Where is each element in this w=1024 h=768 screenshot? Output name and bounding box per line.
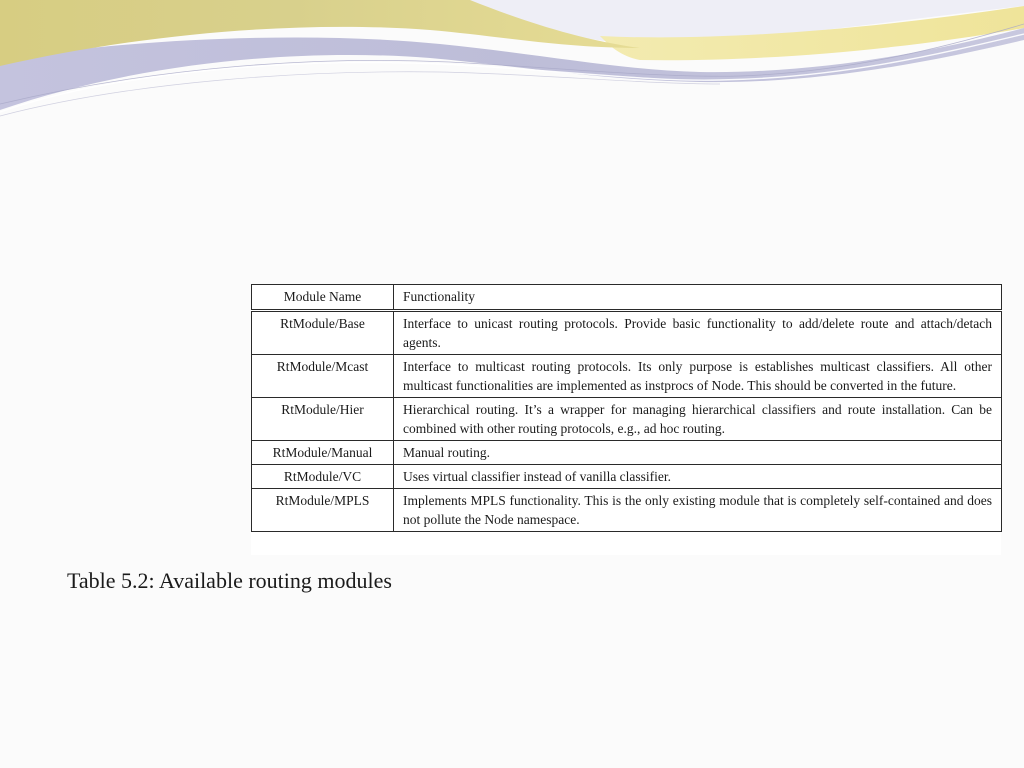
module-name-cell: RtModule/MPLS xyxy=(252,489,394,532)
module-name-cell: RtModule/Mcast xyxy=(252,355,394,398)
functionality-cell: Hierarchical routing. It’s a wrapper for managing hierarchical classifiers and route installation. Can be combined with other routing protocols, e.g., ad hoc routing. xyxy=(394,398,1002,441)
module-name-cell: RtModule/VC xyxy=(252,465,394,489)
table-row xyxy=(252,441,1002,465)
functionality-cell: Uses virtual classifier instead of vanilla classifier. xyxy=(394,465,1002,489)
table-row xyxy=(252,398,1002,441)
table-header-row xyxy=(252,285,1002,310)
functionality-cell: Implements MPLS functionality. This is the only existing module that is completely self-contained and does not pollute the Node namespace. xyxy=(394,489,1002,532)
table-caption: Table 5.2: Available routing modules xyxy=(67,568,392,593)
header-module-name: Module Name xyxy=(252,285,394,310)
module-name-cell: RtModule/Hier xyxy=(252,398,394,441)
routing-modules-table-figure xyxy=(251,284,1001,555)
module-name-cell: RtModule/Base xyxy=(252,312,394,355)
functionality-cell: Interface to multicast routing protocols. Its only purpose is establishes multicast classifiers. All other multicast functionalities are implemented as instprocs of Node. This should be converted in the future. xyxy=(394,355,1002,398)
functionality-cell: Interface to unicast routing protocols. Provide basic functionality to add/delete route and attach/detach agents. xyxy=(394,312,1002,355)
header-functionality: Functionality xyxy=(394,285,1002,310)
table-row xyxy=(252,489,1002,532)
functionality-cell: Manual routing. xyxy=(394,441,1002,465)
table-row xyxy=(252,355,1002,398)
table-row xyxy=(252,465,1002,489)
routing-modules-table xyxy=(251,284,1002,532)
table-row xyxy=(252,312,1002,355)
module-name-cell: RtModule/Manual xyxy=(252,441,394,465)
header-swoosh-decoration xyxy=(0,0,1024,130)
